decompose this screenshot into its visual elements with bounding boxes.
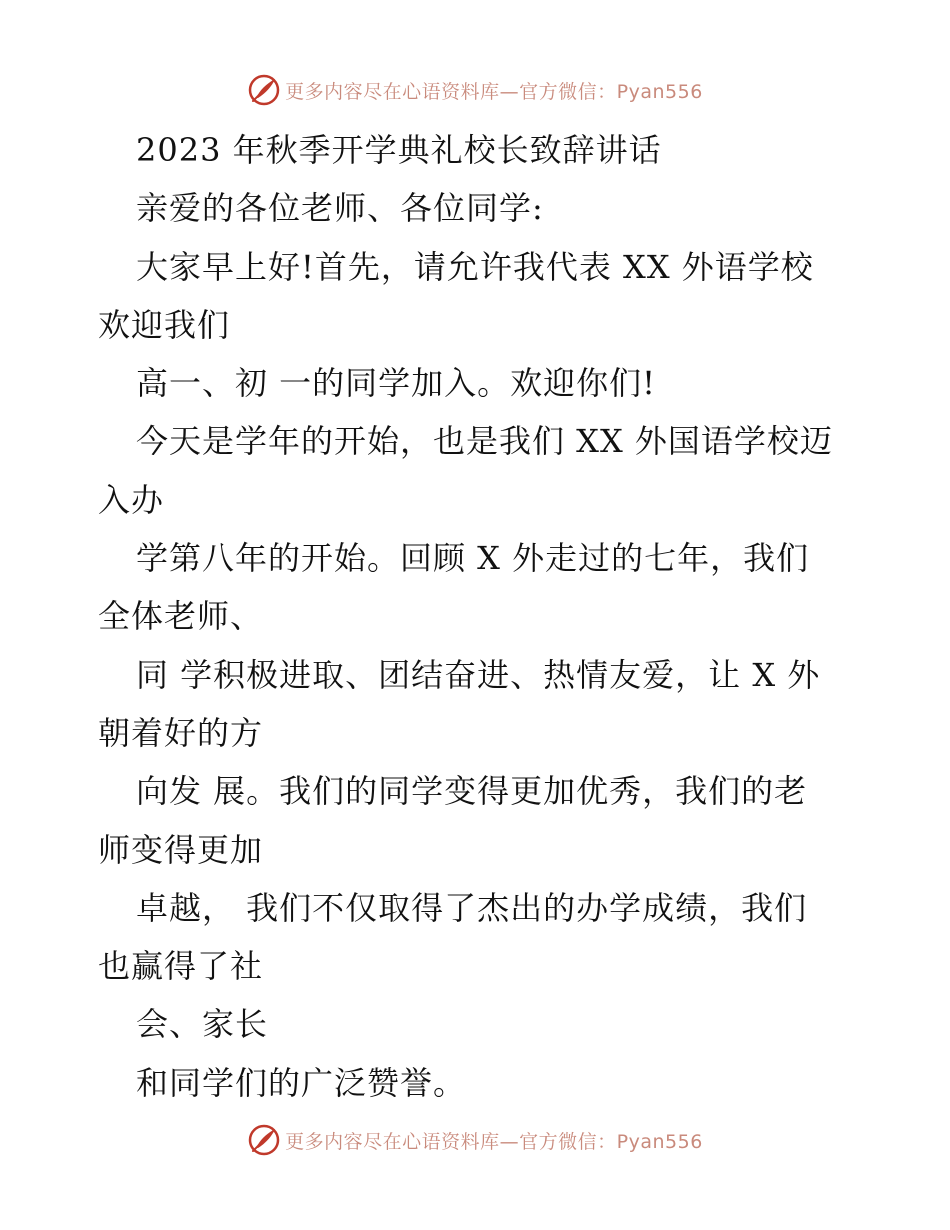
paragraph-line: 欢迎我们	[98, 305, 231, 344]
feather-pen-logo-icon	[247, 1123, 281, 1157]
paragraph-line: 师变得更加	[98, 830, 264, 869]
paragraph-line: 大家早上好!首先，请允许我代表 XX 外语学校	[136, 247, 814, 286]
document-title: 2023 年秋季开学典礼校长致辞讲话	[136, 131, 662, 169]
paragraph-line: 高一、初 一的同学加入。欢迎你们!	[136, 364, 657, 403]
paragraph-line: 同 学积极进取、团结奋进、热情友爱，让 X 外	[136, 655, 821, 694]
paragraph-line: 今天是学年的开始，也是我们 XX 外国语学校迈	[136, 422, 833, 461]
salutation: 亲爱的各位老师、各位同学:	[136, 189, 544, 228]
paragraph-line: 朝着好的方	[98, 713, 264, 752]
watermark-text: 更多内容尽在心语资料库—官方微信：Pyan556	[285, 1130, 703, 1153]
watermark-header	[0, 70, 950, 110]
paragraph-line: 会、家长	[136, 1005, 269, 1044]
paragraph-line: 入办	[98, 480, 165, 519]
paragraph-line: 卓越， 我们不仅取得了杰出的办学成绩，我们	[136, 888, 808, 927]
paragraph-line: 也赢得了社	[98, 947, 264, 986]
paragraph-line: 学第八年的开始。回顾 X 外走过的七年，我们	[136, 539, 810, 578]
feather-pen-logo-icon	[247, 73, 281, 107]
paragraph-line: 和同学们的广泛赞誉。	[136, 1063, 467, 1102]
watermark-text: 更多内容尽在心语资料库—官方微信：Pyan556	[285, 80, 703, 103]
document-body	[98, 121, 858, 1112]
paragraph-line: 向发 展。我们的同学变得更加优秀，我们的老	[136, 772, 808, 811]
paragraph-line: 全体老师、	[98, 597, 264, 636]
watermark-footer	[0, 1120, 950, 1160]
